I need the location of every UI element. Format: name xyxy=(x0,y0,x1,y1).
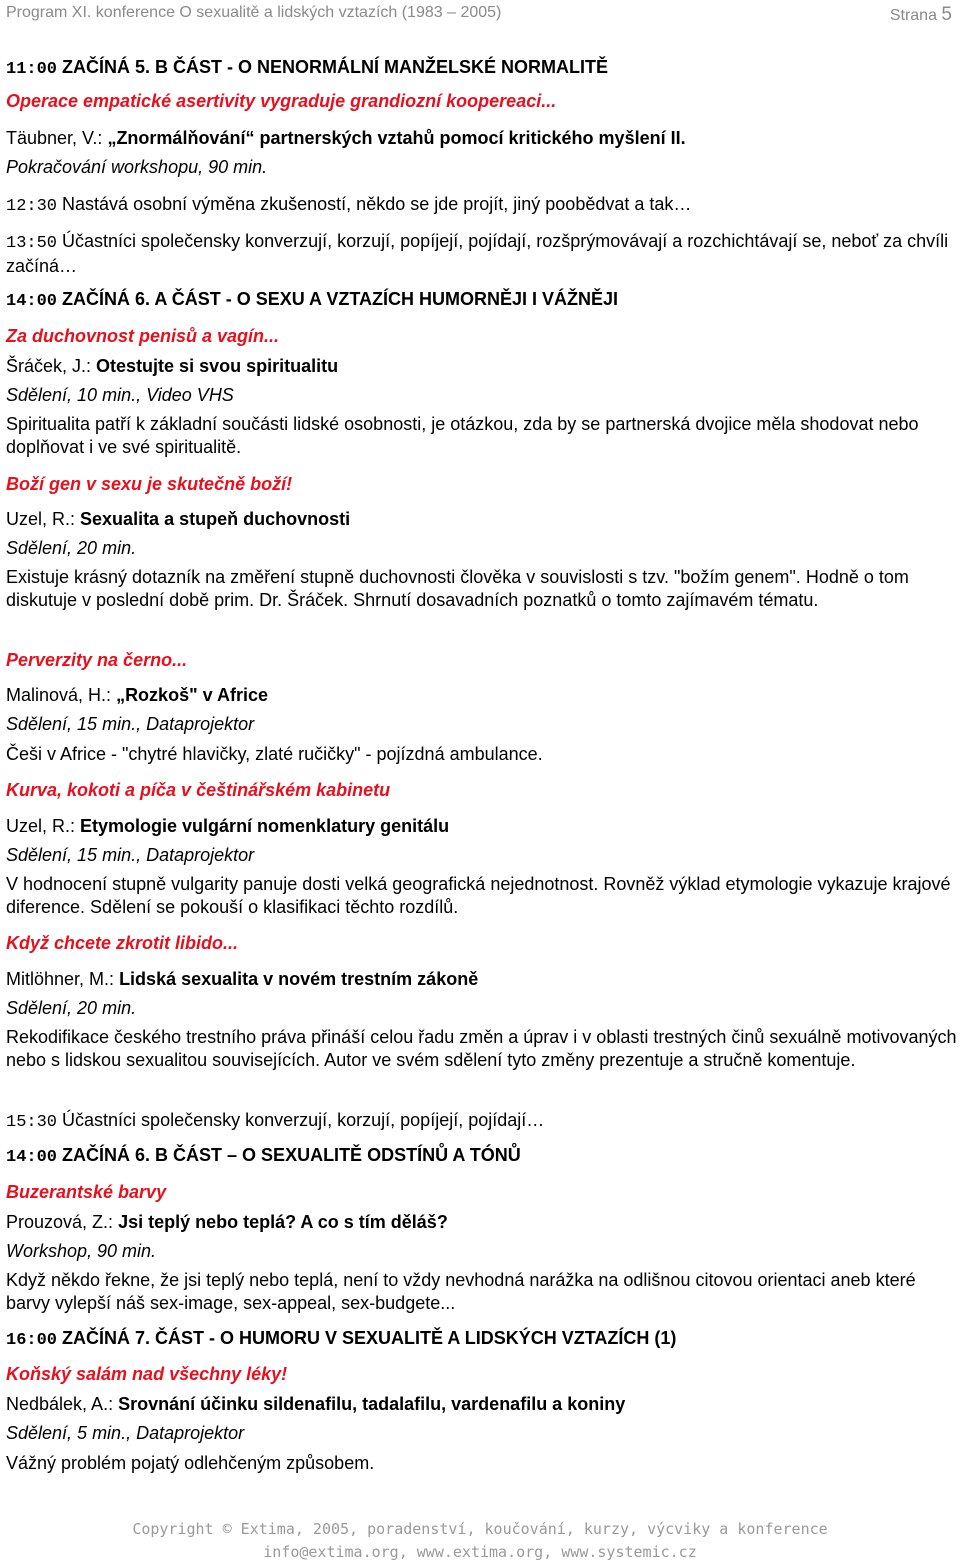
page-indicator xyxy=(890,4,952,26)
talk-author: Prouzová, Z.: xyxy=(6,1212,114,1232)
talk-line xyxy=(6,1211,958,1234)
schedule-time: 14:00 xyxy=(6,1148,58,1167)
talk-line xyxy=(6,508,958,531)
talk-format: Sdělení, 15 min. xyxy=(6,845,137,865)
section-title: ZAČÍNÁ 5. B ČÁST - O NENORMÁLNÍ MANŽELSKÉ NORMALITĚ xyxy=(62,57,609,77)
contact-line: info@extima.org, www.extima.org, www.systemic.cz xyxy=(263,1543,697,1561)
talk-description: Když někdo řekne, že jsi teplý nebo teplá, není to vždy nevhodná narážka na odlišnou citovou orientaci aneb které barvy vylepší náš sex-image, sex-appeal, sex-budgete... xyxy=(6,1270,916,1313)
schedule-time: 13:50 xyxy=(6,234,58,253)
talk-description: Vážný problém pojatý odlehčeným způsobem. xyxy=(6,1453,375,1473)
talk-title: „Znormálňování“ partnerských vztahů pomocí kritického myšlení II. xyxy=(107,128,686,148)
talk-line xyxy=(6,355,958,378)
talk-line xyxy=(6,684,958,707)
talk-line xyxy=(6,1393,958,1416)
schedule-time: 15:30 xyxy=(6,1113,58,1132)
talk-title: „Rozkoš" v Africe xyxy=(116,685,268,705)
talk-author: Malinová, H.: xyxy=(6,685,112,705)
schedule-text: Nastává osobní výměna zkušeností, někdo se jde projít, jiný poobědvat a tak… xyxy=(62,194,692,214)
page-label: Strana xyxy=(889,7,937,24)
talk-description: Češi v Africe - "chytré hlavičky, zlaté ručičky" - pojízdná ambulance. xyxy=(6,744,543,764)
schedule-text: Účastníci společensky konverzují, korzují, popíjejí, pojídají, rozšprýmovávají a rozchichtávají se, neboť za chvíli začíná… xyxy=(6,231,949,276)
talk-title: Etymologie vulgární nomenklatury genitálu xyxy=(80,816,450,836)
copyright-line: Copyright © Extima, 2005, poradenství, koučování, kurzy, výcviky a konference xyxy=(132,1520,828,1538)
talk-author: Šráček, J.: xyxy=(6,356,92,376)
page-header xyxy=(6,0,952,30)
talk-description: Rekodifikace českého trestního práva přináší celou řadu změn a úprav i v oblasti trestných činů sexuálně motivovaných nebo s lidskou sexualitou souvisejících. Autor ve svém sdělení tyto změny prezentuje a stručně komentuje. xyxy=(6,1027,957,1070)
section-title: ZAČÍNÁ 7. ČÁST - O HUMORU V SEXUALITĚ A LIDSKÝCH VZTAZÍCH (1) xyxy=(62,1328,677,1348)
talk-description: Spiritualita patří k základní součásti lidské osobnosti, je otázkou, zda by se partnerská dvojice měla shodovat nebo doplňovat i ve své spiritualitě. xyxy=(6,414,919,457)
schedule-time: 11:00 xyxy=(6,60,58,79)
session-heading: Perverzity na černo... xyxy=(6,650,188,670)
talk-info: Sdělení, 20 min. xyxy=(6,998,137,1018)
talk-line xyxy=(6,968,958,991)
talk-author: Mitlöhner, M.: xyxy=(6,969,115,989)
talk-description: Existuje krásný dotazník na změření stupně duchovnosti člověka v souvislosti s tzv. "božím genem". Hodně o tom diskutuje v poslední době prim. Dr. Šráček. Shrnutí dosavadních poznatků o tomto zajímavém tématu. xyxy=(6,567,909,610)
talk-info: Sdělení, 15 min., Dataprojektor xyxy=(6,845,255,865)
talk-line xyxy=(6,815,958,838)
schedule-time: 14:00 xyxy=(6,292,58,311)
talk-info: Sdělení, 20 min. xyxy=(6,538,137,558)
page-footer xyxy=(0,1518,960,1564)
schedule-item xyxy=(6,1109,958,1134)
talk-title: Lidská sexualita v novém trestním zákoně xyxy=(119,969,479,989)
talk-author: Uzel, R.: xyxy=(6,816,76,836)
session-heading: Buzerantské barvy xyxy=(6,1182,167,1202)
header-title: Program XI. konference O sexualitě a lidských vztazích (1983 – 2005) xyxy=(6,4,502,21)
section-title: ZAČÍNÁ 6. B ČÁST – O SEXUALITĚ ODSTÍNŮ A TÓNŮ xyxy=(62,1145,521,1165)
session-heading: Operace empatické asertivity vygraduje grandiozní koopereaci... xyxy=(6,91,557,111)
session-heading: Boží gen v sexu je skutečně boží! xyxy=(6,474,293,494)
talk-line xyxy=(6,127,958,150)
schedule-time: 12:30 xyxy=(6,197,58,216)
session-heading: Když chcete zkrotit libido... xyxy=(6,933,239,953)
schedule-item xyxy=(6,230,958,278)
section-title: ZAČÍNÁ 6. A ČÁST - O SEXU A VZTAZÍCH HUMORNĚJI I VÁŽNĚJI xyxy=(62,289,619,309)
schedule-item xyxy=(6,1144,958,1169)
talk-equipment: Dataprojektor xyxy=(146,845,255,865)
schedule-item xyxy=(6,1327,958,1352)
talk-format: Sdělení, 15 min. xyxy=(6,714,137,734)
talk-equipment: Dataprojektor xyxy=(136,1423,245,1443)
schedule-time: 16:00 xyxy=(6,1331,58,1350)
session-heading: Koňský salám nad všechny léky! xyxy=(6,1364,288,1384)
schedule-item xyxy=(6,288,958,313)
talk-format: Sdělení, 10 min. xyxy=(6,385,137,405)
page-number: 5 xyxy=(941,4,952,25)
talk-title: Sexualita a stupeň duchovnosti xyxy=(80,509,351,529)
schedule-item xyxy=(6,193,958,218)
talk-info: Sdělení, 15 min., Dataprojektor xyxy=(6,714,255,734)
talk-title: Otestujte si svou spiritualitu xyxy=(96,356,339,376)
talk-info: Sdělení, 10 min., Video VHS xyxy=(6,385,234,405)
talk-info: Sdělení, 5 min., Dataprojektor xyxy=(6,1423,245,1443)
talk-info: Pokračování workshopu, 90 min. xyxy=(6,157,268,177)
talk-title: Jsi teplý nebo teplá? A co s tím děláš? xyxy=(118,1212,448,1232)
talk-author: Täubner, V.: xyxy=(6,128,103,148)
talk-author: Nedbálek, A.: xyxy=(6,1394,114,1414)
talk-format: Sdělení, 5 min. xyxy=(6,1423,127,1443)
talk-info: Workshop, 90 min. xyxy=(6,1241,157,1261)
talk-equipment: Dataprojektor xyxy=(146,714,255,734)
talk-author: Uzel, R.: xyxy=(6,509,76,529)
talk-equipment: Video VHS xyxy=(146,385,234,405)
talk-description: V hodnocení stupně vulgarity panuje dosti velká geografická nejednotnost. Rovněž výklad etymologie vykazuje krajové diference. Sdělení se pokouší o klasifikaci těchto rozdílů. xyxy=(6,874,951,917)
schedule-text: Účastníci společensky konverzují, korzují, popíjejí, pojídají… xyxy=(62,1110,545,1130)
talk-title: Srovnání účinku sildenafilu, tadalafilu, vardenafilu a koniny xyxy=(118,1394,626,1414)
session-heading: Za duchovnost penisů a vagín... xyxy=(6,326,280,346)
schedule-item xyxy=(6,56,958,81)
session-heading: Kurva, kokoti a píča v češtinářském kabinetu xyxy=(6,780,391,800)
